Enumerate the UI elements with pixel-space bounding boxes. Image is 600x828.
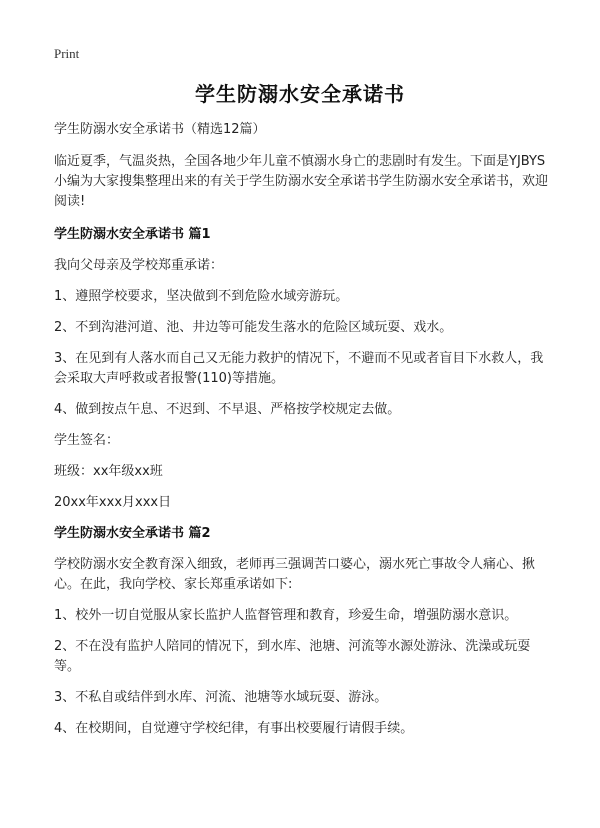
section-2-item: 1、校外一切自觉服从家长监护人监督管理和教育，珍爱生命，增强防溺水意识。 bbox=[54, 608, 518, 623]
section-2-item: 4、在校期间，自觉遵守学校纪律，有事出校要履行请假手续。 bbox=[54, 721, 414, 736]
document-intro: 临近夏季，气温炎热，全国各地少年儿童不慎溺水身亡的悲剧时有发生。下面是YJBYS小编为大家搜集整理出来的有关于学生防溺水安全承诺书学生防溺水安全承诺书，欢迎阅读! bbox=[54, 154, 549, 209]
section-1-item: 1、遵照学校要求，坚决做到不到危险水域旁游玩。 bbox=[54, 289, 349, 304]
section-1-lead: 我向父母亲及学校郑重承诺： bbox=[54, 258, 224, 273]
class-label: 班级：xx年级xx班 bbox=[54, 464, 163, 479]
section-heading-2: 学生防溺水安全承诺书 篇2 bbox=[54, 526, 211, 541]
document-body bbox=[54, 120, 554, 750]
section-heading-1: 学生防溺水安全承诺书 篇1 bbox=[54, 227, 211, 242]
signature-label: 学生签名： bbox=[54, 433, 120, 448]
section-1-item: 3、在见到有人落水而自己又无能力救护的情况下，不避而不见或者盲目下水救人，我会采取大声呼救或者报警(110)等措施。 bbox=[54, 351, 544, 386]
section-1-item: 2、不到沟港河道、池、井边等可能发生落水的危险区域玩耍、戏水。 bbox=[54, 320, 453, 335]
section-1-item: 4、做到按点午息、不迟到、不早退、严格按学校规定去做。 bbox=[54, 402, 401, 417]
print-link[interactable]: Print bbox=[54, 46, 80, 61]
section-2-item: 3、不私自或结伴到水库、河流、池塘等水域玩耍、游泳。 bbox=[54, 690, 388, 705]
section-2-item: 2、不在没有监护人陪同的情况下，到水库、池塘、河流等水源处游泳、洗澡或玩耍等。 bbox=[54, 639, 531, 674]
document-subtitle: 学生防溺水安全承诺书（精选12篇） bbox=[54, 122, 266, 137]
page-title: 学生防溺水安全承诺书 bbox=[195, 82, 405, 106]
section-2-lead: 学校防溺水安全教育深入细致，老师再三强调苦口婆心，溺水死亡事故令人痛心、揪心。在此，我向学校、家长郑重承诺如下: bbox=[54, 557, 536, 592]
date-label: 20xx年xxx月xxx日 bbox=[54, 495, 172, 510]
